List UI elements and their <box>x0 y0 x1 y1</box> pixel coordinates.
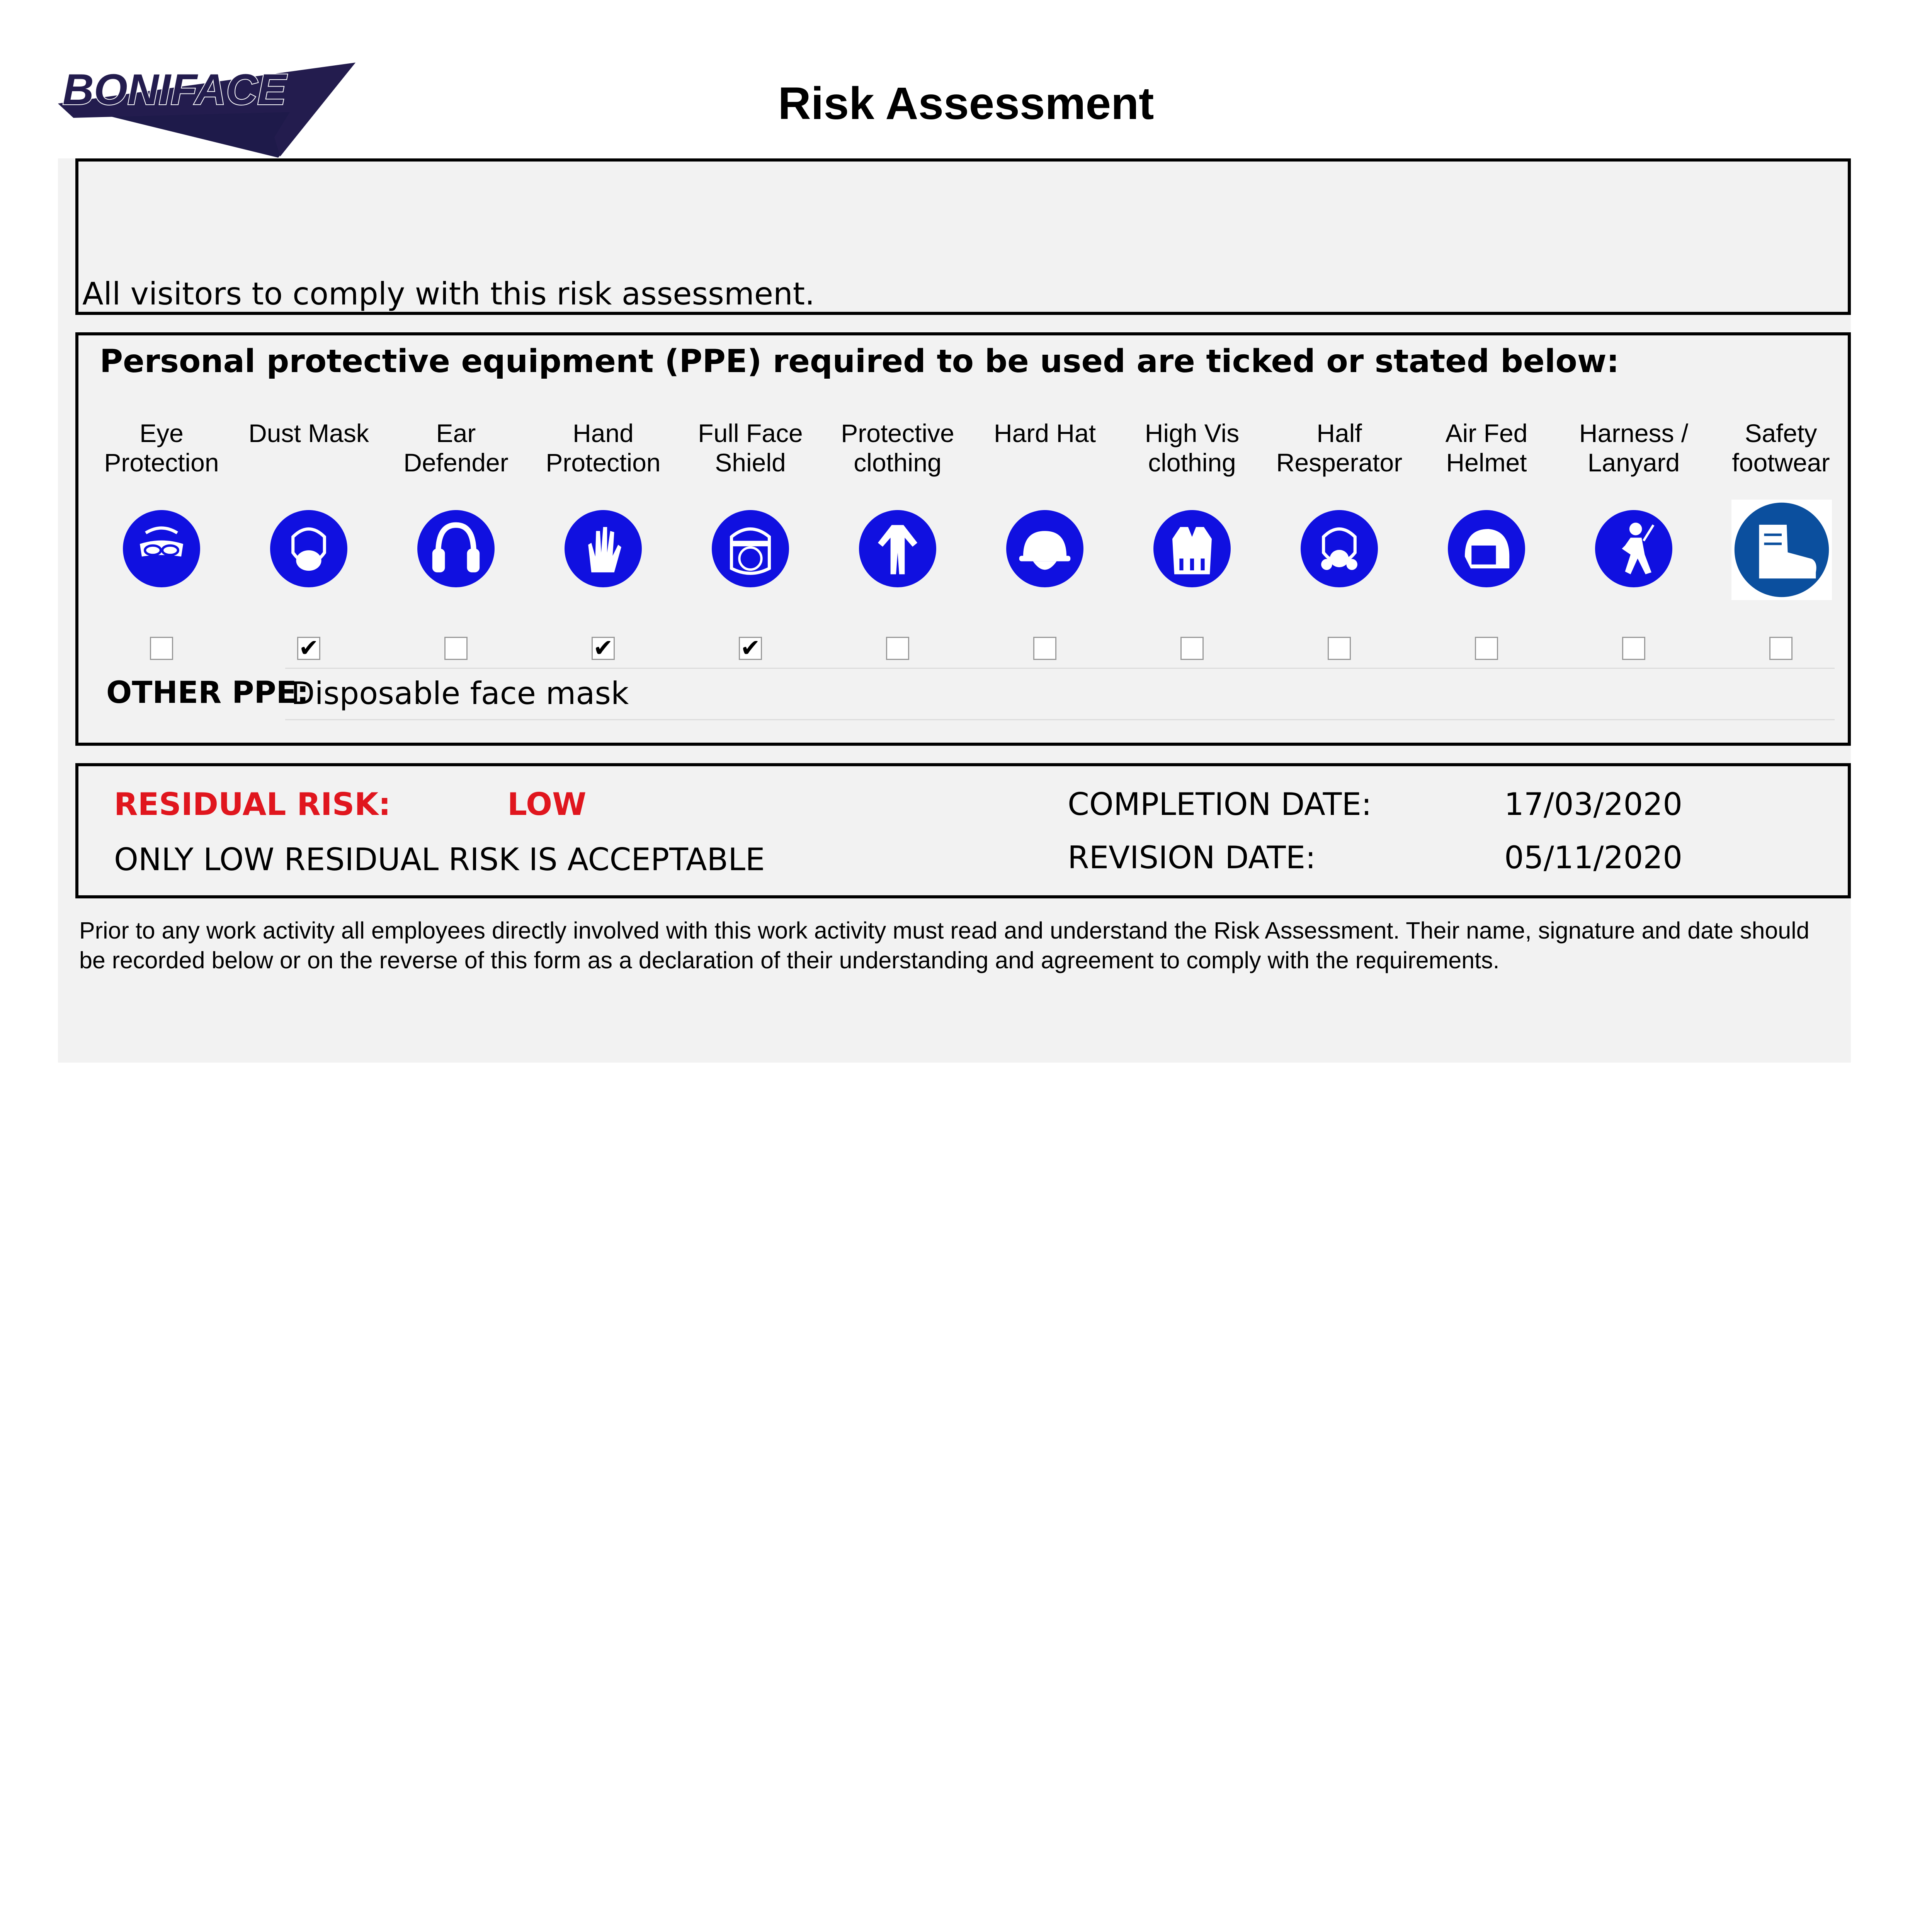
completion-date-label: COMPLETION DATE: <box>1068 786 1372 822</box>
ppe-item-label: High Vis clothing <box>1145 419 1240 477</box>
declaration-text: Prior to any work activity all employees directly involved with this work activity must read and understand the Risk Assessment. Their name, signature and date should be recorded below or on the reverse of this form as a declaration of their understanding and agreement to comply with the requirements. <box>79 917 1810 973</box>
ppe-checkbox[interactable]: ✔ <box>739 637 762 660</box>
revision-date-label: REVISION DATE: <box>1068 840 1316 876</box>
revision-date-value: 05/11/2020 <box>1504 840 1683 876</box>
ppe-item-label: Hand Protection <box>546 419 661 477</box>
ppe-item <box>1266 418 1413 681</box>
ppe-checkbox[interactable]: ✔ <box>592 637 615 660</box>
protective-clothing-icon <box>858 509 937 588</box>
ppe-item <box>677 418 824 681</box>
ppe-item <box>971 418 1118 681</box>
ppe-item-label: Half Resperator <box>1276 419 1403 477</box>
ppe-checkbox[interactable]: ✔ <box>297 637 320 660</box>
ppe-item <box>235 418 382 681</box>
ppe-item <box>824 418 971 681</box>
page-title: Risk Assessment <box>778 78 1154 129</box>
ppe-item-label: Ear Defender <box>403 419 509 477</box>
ppe-item-label: Safety footwear <box>1732 419 1830 477</box>
hand-protection-icon <box>564 509 643 588</box>
ppe-section <box>75 332 1851 746</box>
ppe-checkbox[interactable] <box>1180 637 1204 660</box>
harness-lanyard-icon <box>1594 509 1673 588</box>
ppe-item-label: Eye Protection <box>104 419 219 477</box>
ppe-item-label: Harness / Lanyard <box>1579 419 1689 477</box>
ppe-item-label: Full Face Shield <box>698 419 803 477</box>
ppe-item <box>1708 418 1854 681</box>
ppe-item-label: Hard Hat <box>993 419 1096 447</box>
ppe-item <box>530 418 677 681</box>
ppe-item-label: Air Fed Helmet <box>1445 419 1528 477</box>
residual-risk-value: LOW <box>507 786 587 822</box>
full-face-shield-icon <box>711 509 790 588</box>
ppe-item <box>1560 418 1707 681</box>
dust-mask-icon <box>269 509 348 588</box>
eye-protection-icon <box>122 509 201 588</box>
visitor-notice-text: All visitors to comply with this risk assessment. <box>82 276 815 312</box>
residual-risk-label: RESIDUAL RISK: <box>114 786 391 822</box>
ppe-checkbox[interactable] <box>1475 637 1498 660</box>
boniface-logo <box>58 58 359 158</box>
ppe-checkbox[interactable] <box>444 637 468 660</box>
ppe-item <box>383 418 529 681</box>
half-respirator-icon <box>1300 509 1379 588</box>
ppe-item <box>88 418 235 681</box>
completion-date-value: 17/03/2020 <box>1504 786 1683 822</box>
acceptable-risk-note: ONLY LOW RESIDUAL RISK IS ACCEPTABLE <box>114 842 765 878</box>
ppe-item-label: Dust Mask <box>248 419 369 447</box>
visitor-notice-box <box>75 158 1851 315</box>
ppe-item <box>1119 418 1265 681</box>
ppe-item <box>1413 418 1560 681</box>
other-ppe-label: OTHER PPE: <box>106 675 309 710</box>
air-fed-helmet-icon <box>1447 509 1526 588</box>
ppe-item-label: Protective clothing <box>841 419 954 477</box>
high-vis-clothing-icon <box>1153 509 1231 588</box>
ppe-checkbox[interactable] <box>1769 637 1793 660</box>
ppe-checkbox[interactable] <box>1622 637 1645 660</box>
logo-text: BONIFACE <box>63 65 286 114</box>
ppe-checkbox[interactable] <box>886 637 909 660</box>
ear-defender-icon <box>417 509 495 588</box>
residual-risk-section <box>75 763 1851 898</box>
ppe-heading: Personal protective equipment (PPE) required to be used are ticked or stated below: <box>100 343 1619 380</box>
other-ppe-field[interactable]: Disposable face mask <box>291 675 629 711</box>
safety-footwear-icon <box>1731 500 1832 600</box>
ppe-checkbox[interactable] <box>1033 637 1056 660</box>
ppe-checkbox[interactable] <box>150 637 173 660</box>
ppe-checkbox[interactable] <box>1328 637 1351 660</box>
hard-hat-icon <box>1005 509 1084 588</box>
